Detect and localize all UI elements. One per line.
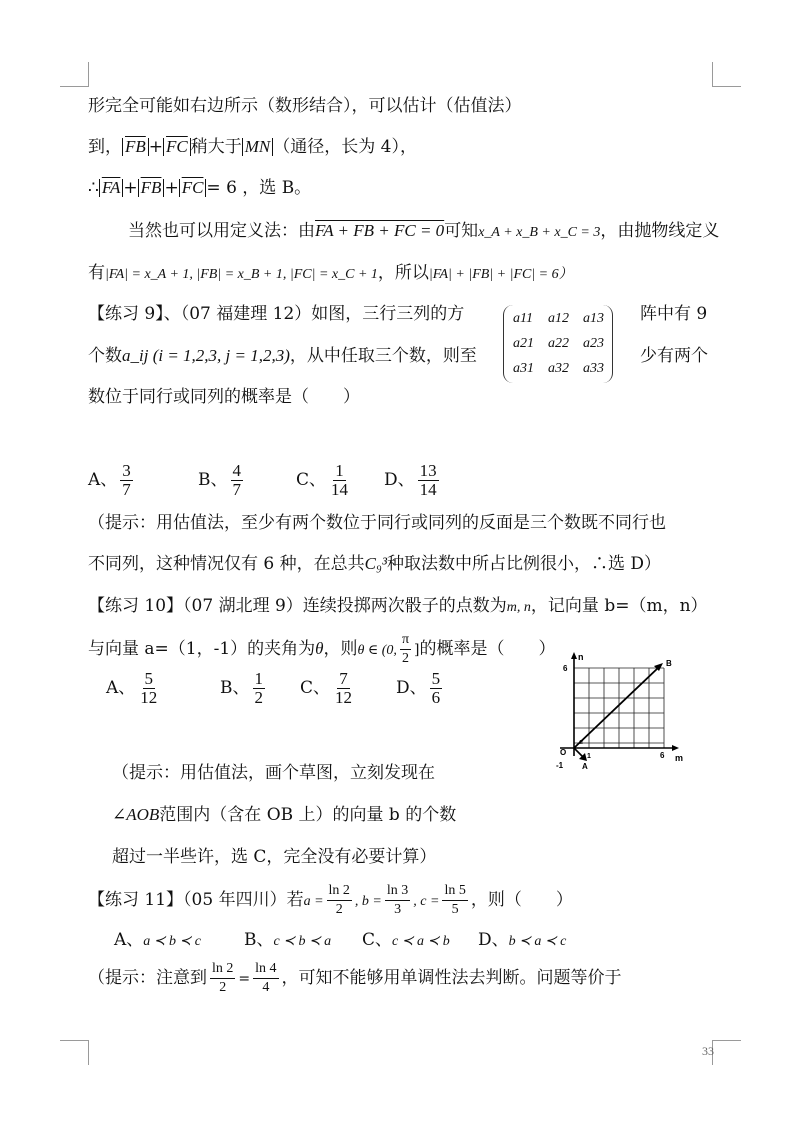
text: 与向量 a=（1，-1）的夹角为	[88, 639, 316, 659]
text: ，从中任取三个数，则至	[289, 346, 477, 366]
matrix-cell: a11	[513, 311, 533, 326]
option-expr: a ≺ b ≺ c	[143, 934, 201, 949]
plus: +	[123, 178, 138, 198]
vector-fa-abs: $\overline{FA}$	[99, 179, 124, 197]
option-11b	[244, 927, 331, 955]
option-label: A、	[106, 678, 136, 698]
text: 范围内（含在 OB 上）的向量 b 的个数	[159, 805, 457, 825]
text-line-5	[88, 260, 573, 288]
c-def: , c =	[413, 894, 440, 909]
denominator: 14	[331, 480, 349, 499]
option-expr: c ≺ b ≺ a	[273, 934, 332, 949]
x-sum-formula: x_A + x_B + x_C = 3	[478, 225, 601, 240]
fraction	[333, 670, 354, 707]
option-10d	[396, 670, 445, 707]
denominator: 4	[262, 980, 270, 995]
text: 不同列，这种情况仅有 6 种，在总共	[88, 554, 365, 574]
option-11a	[114, 927, 201, 955]
denominator: 6	[431, 688, 441, 707]
exercise-10-hint-3: 超过一半些许，选 C，完全没有必要计算）	[112, 847, 437, 867]
text: ，可知不能够用单调性法去判断。问题等价于	[281, 968, 622, 988]
aij-formula: a_ij (i = 1,2,3, j = 1,2,3)	[122, 346, 290, 365]
option-10a	[106, 670, 162, 707]
tick-neg1: -1	[556, 761, 564, 770]
text: 【练习 11】（05 年四川）若	[88, 890, 304, 910]
numerator: 3	[122, 461, 131, 480]
exercise-11-hint	[88, 958, 622, 998]
text: 可知	[444, 221, 479, 241]
exercise-9-line-2	[88, 343, 477, 369]
matrix-cell: a32	[548, 361, 569, 376]
text: （提示：注意到	[88, 968, 207, 988]
option-expr: c ≺ a ≺ b	[392, 934, 450, 949]
numerator: 4	[232, 461, 241, 480]
vector-fb-abs: $\overline{FB}$	[122, 138, 149, 156]
vector-sum-formula: FA + FB + FC = 0	[315, 221, 445, 240]
text: ，则（ ）	[470, 890, 573, 910]
text-line-3	[88, 175, 311, 201]
numerator: ln 5	[442, 882, 467, 901]
denominator: 7	[122, 480, 131, 499]
corner-mark-top-right	[712, 62, 741, 87]
b-def: , b =	[354, 894, 382, 909]
tick-1: 1	[587, 753, 591, 760]
fraction	[430, 670, 443, 707]
text: ，由抛物线定义	[600, 221, 720, 241]
interval-open: θ ∈ (0,	[357, 643, 397, 658]
option-expr: b ≺ a ≺ c	[508, 934, 567, 949]
option-label: D、	[384, 470, 415, 490]
fraction	[210, 960, 235, 997]
plus: +	[164, 178, 179, 198]
denominator: 2	[254, 688, 263, 707]
denominator: 2	[219, 980, 227, 995]
tick-6-x: 6	[660, 751, 665, 760]
numerator: 5	[431, 669, 441, 688]
option-label: B、	[198, 470, 228, 490]
numerator: 5	[144, 669, 154, 688]
fraction	[120, 462, 133, 499]
numerator: 7	[339, 669, 348, 688]
option-label: B、	[244, 930, 274, 950]
denominator: 14	[419, 480, 437, 499]
text: = 6 ，选 B。	[206, 178, 312, 198]
fraction	[231, 462, 244, 499]
numerator: ln 3	[385, 882, 410, 901]
denominator: 3	[394, 902, 402, 917]
text: （通径，长为 4），	[273, 137, 417, 157]
text: ，所以	[377, 263, 429, 283]
combination-symbol: C₉³	[364, 554, 387, 573]
denominator: 7	[232, 480, 241, 499]
numerator: 1	[254, 669, 263, 688]
text-line-4	[128, 218, 719, 246]
denominator: 5	[451, 902, 459, 917]
text-line-1: 形完全可能如右边所示（数形结合），可以估计（估值法）	[88, 96, 522, 116]
therefore-symbol: ∴	[88, 178, 99, 198]
denominator: 2	[335, 902, 343, 917]
text: 到，	[88, 137, 122, 157]
corner-mark-bottom-right	[712, 1040, 741, 1065]
exercise-9-text-right: 阵中有 9	[640, 304, 708, 324]
text: 有	[88, 263, 105, 283]
point-b-label: B	[666, 659, 672, 668]
option-9c	[296, 462, 353, 499]
corner-mark-top-left	[60, 62, 89, 87]
matrix-3x3	[503, 305, 613, 383]
plus: +	[148, 137, 164, 157]
page-number: 33	[702, 1044, 714, 1058]
fraction	[327, 882, 352, 919]
angle-aob: ∠AOB	[112, 805, 160, 824]
alpha-label: α	[579, 739, 583, 746]
exercise-10-line-2	[88, 631, 555, 668]
matrix-cell: a33	[583, 361, 604, 376]
mn-abs: MN	[242, 138, 274, 156]
matrix-cell: a12	[548, 311, 569, 326]
numerator: π	[400, 631, 411, 650]
exercise-11-title	[88, 880, 573, 920]
fraction	[253, 960, 278, 997]
definition-formula: |FA| = x_A + 1, |FB| = x_B + 1, |FC| = x_C + 1	[105, 267, 378, 282]
numerator: 13	[419, 461, 437, 480]
option-label: C、	[296, 470, 327, 490]
sum-formula: |FA| + |FB| + |FC| = 6）	[428, 267, 573, 282]
exercise-10-title	[88, 593, 708, 621]
equals: =	[238, 971, 251, 987]
option-10c	[300, 670, 357, 707]
exercise-9-hint-1: （提示：用估值法，至少有两个数位于同行或同列的反面是三个数既不同行也	[88, 513, 666, 533]
text: 【练习 10】（07 湖北理 9）连续投掷两次骰子的点数为	[88, 596, 507, 616]
exercise-9-hint-2	[88, 551, 661, 577]
option-label: D、	[478, 930, 509, 950]
denominator: 2	[401, 651, 409, 666]
point-a-label: A	[582, 762, 588, 771]
option-9a	[88, 462, 136, 499]
vector-ob	[574, 667, 659, 748]
corner-mark-bottom-left	[60, 1040, 89, 1065]
theta-symbol: θ	[315, 639, 324, 658]
option-label: B、	[220, 678, 250, 698]
tick-6-y: 6	[563, 664, 568, 673]
numerator: ln 2	[210, 960, 235, 979]
text-line-2	[88, 134, 417, 160]
option-11c	[362, 927, 450, 955]
option-label: A、	[114, 930, 144, 950]
exercise-10-hint-1: （提示：用估值法，画个草图，立刻发现在	[112, 763, 435, 783]
denominator: 12	[335, 688, 353, 707]
interval-close: ]	[414, 642, 420, 658]
numerator: ln 4	[253, 960, 278, 979]
text: 当然也可以用定义法：由	[128, 221, 315, 241]
axis-y-label: n	[578, 652, 584, 662]
option-label: C、	[362, 930, 393, 950]
origin-label: O	[560, 748, 567, 757]
option-11d	[478, 927, 566, 955]
fraction	[442, 882, 467, 919]
vector-fc-abs: $\overline{FC}$	[163, 138, 191, 156]
matrix-cell: a13	[583, 311, 604, 326]
exercise-9-title: 【练习 9】、（07 福建理 12）如图，三行三列的方	[88, 304, 465, 324]
matrix-cell: a21	[513, 336, 534, 351]
fraction	[329, 462, 350, 499]
text: 个数	[88, 346, 122, 366]
vector-grid-figure	[548, 650, 684, 772]
exercise-9-line-3: 数位于同行或同列的概率是（ ）	[88, 387, 360, 407]
text: ，则	[323, 639, 358, 659]
vector-fb-abs: $\overline{FB}$	[138, 179, 165, 197]
option-10b	[220, 670, 268, 707]
pi-over-2	[400, 631, 411, 668]
matrix-cell: a31	[513, 361, 534, 376]
exercise-9-text-right-2: 少有两个	[640, 346, 708, 366]
fraction	[138, 670, 159, 707]
numerator: ln 2	[327, 882, 352, 901]
x-axis-arrow-icon	[672, 745, 679, 751]
matrix-cell: a22	[548, 336, 569, 351]
text: 的概率是（ ）	[419, 639, 556, 659]
fraction	[385, 882, 410, 919]
fraction	[253, 670, 266, 707]
option-label: C、	[300, 678, 331, 698]
text: 稍大于	[190, 137, 242, 157]
axis-x-label: m	[675, 753, 684, 763]
fraction	[418, 462, 439, 499]
mn-variables: m, n	[506, 600, 531, 615]
option-9b	[198, 462, 246, 499]
numerator: 1	[335, 461, 344, 480]
vector-fc-abs: $\overline{FC}$	[179, 179, 207, 197]
denominator: 12	[140, 688, 158, 707]
text: 种取法数中所占比例很小，∴选 D）	[386, 554, 662, 574]
option-9d	[384, 462, 442, 499]
y-axis-arrow-icon	[571, 652, 577, 659]
a-def: a =	[303, 894, 324, 909]
text: ，记向量 b=（m，n）	[530, 596, 708, 616]
option-label: D、	[396, 678, 427, 698]
option-label: A、	[88, 470, 118, 490]
matrix-cell: a23	[583, 336, 604, 351]
exercise-10-hint-2	[112, 802, 456, 828]
